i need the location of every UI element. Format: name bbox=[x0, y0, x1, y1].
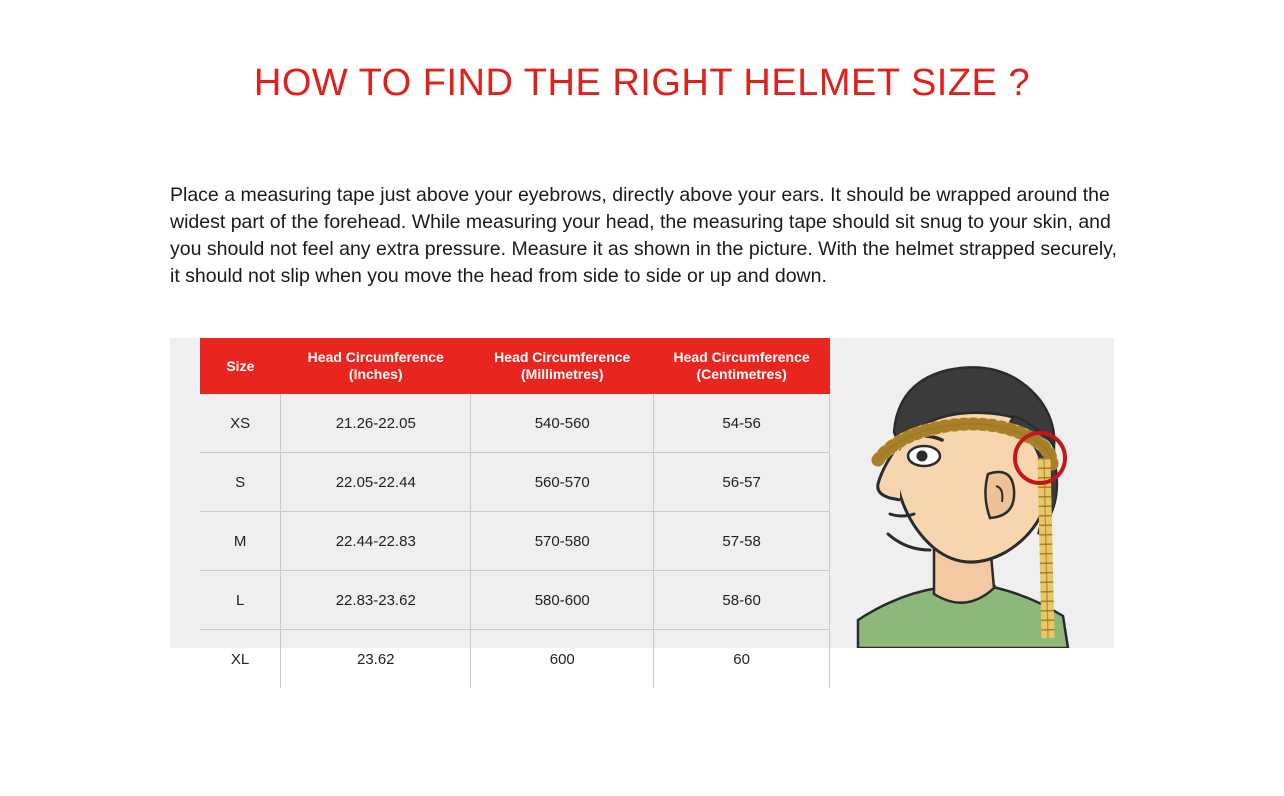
cell-centimetres: 60 bbox=[654, 630, 830, 689]
column-header-millimetres bbox=[471, 338, 654, 394]
cell-millimetres: 540-560 bbox=[471, 394, 654, 453]
size-chart-table bbox=[200, 338, 830, 688]
column-header-inches bbox=[281, 338, 471, 394]
cell-centimetres: 57-58 bbox=[654, 512, 830, 571]
cell-size: S bbox=[200, 453, 281, 512]
column-header-centimetres-line2: (Centimetres) bbox=[696, 366, 787, 382]
instructions-paragraph: Place a measuring tape just above your eyebrows, directly above your ears. It should be wrapped around the widest part of the forehead. While measuring your head, the measuring tape should sit snug to your skin, and you should not feel any extra pressure. Measure it as shown in the picture. With the helmet strapped securely, it should not slip when you move the head from side to side or up and down. bbox=[170, 184, 1117, 287]
cell-size: XS bbox=[200, 394, 281, 453]
table-row bbox=[200, 630, 830, 689]
cell-inches: 23.62 bbox=[281, 630, 471, 689]
cell-inches: 22.05-22.44 bbox=[281, 453, 471, 512]
table-row bbox=[200, 453, 830, 512]
column-header-millimetres-line1: Head Circumference bbox=[494, 349, 631, 365]
column-header-inches-line2: (Inches) bbox=[348, 366, 403, 382]
head-measurement-illustration bbox=[838, 338, 1114, 648]
column-header-millimetres-line2: (Millimetres) bbox=[521, 366, 604, 382]
cell-centimetres: 56-57 bbox=[654, 453, 830, 512]
cell-millimetres: 600 bbox=[471, 630, 654, 689]
cell-size: XL bbox=[200, 630, 281, 689]
cell-inches: 22.83-23.62 bbox=[281, 571, 471, 630]
table-row bbox=[200, 512, 830, 571]
cell-inches: 22.44-22.83 bbox=[281, 512, 471, 571]
cell-size: L bbox=[200, 571, 281, 630]
cell-millimetres: 580-600 bbox=[471, 571, 654, 630]
column-header-inches-line1: Head Circumference bbox=[307, 349, 444, 365]
cell-millimetres: 570-580 bbox=[471, 512, 654, 571]
table-row bbox=[200, 394, 830, 453]
cell-centimetres: 54-56 bbox=[654, 394, 830, 453]
cell-size: M bbox=[200, 512, 281, 571]
column-header-size bbox=[200, 338, 281, 394]
column-header-centimetres bbox=[654, 338, 830, 394]
table-row bbox=[200, 571, 830, 630]
table-header-row bbox=[200, 338, 830, 394]
cell-inches: 21.26-22.05 bbox=[281, 394, 471, 453]
cell-centimetres: 58-60 bbox=[654, 571, 830, 630]
column-header-size-line1: Size bbox=[226, 357, 255, 374]
page-title: HOW TO FIND THE RIGHT HELMET SIZE ? bbox=[253, 62, 1031, 104]
column-header-centimetres-line1: Head Circumference bbox=[673, 349, 810, 365]
cell-millimetres: 560-570 bbox=[471, 453, 654, 512]
